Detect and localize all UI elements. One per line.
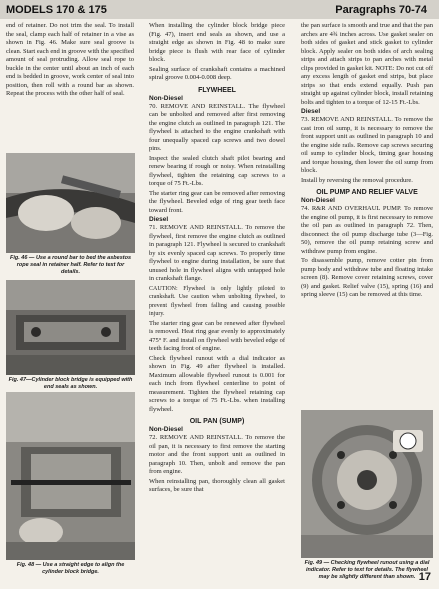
col2-paragraph-8: The starter ring gear can be renewed after flywheel is removed. Heat ring gear evenly to approximately 475° F. and install on flywheel with beveled edge of teeth facing front of engine.	[149, 319, 285, 352]
fig48-photo	[6, 392, 135, 560]
column-2	[149, 22, 285, 496]
column-3	[301, 22, 433, 301]
column-1	[6, 22, 134, 100]
fig46-photo	[6, 153, 135, 253]
fig48-caption: Fig. 48 — Use a straight edge to align the cylinder block bridge.	[16, 562, 125, 575]
oil-sump-diesel-subheading: Diesel	[301, 108, 321, 115]
oil-pump-nondiesel-subheading: Non-Diesel	[301, 197, 335, 204]
col2-paragraph-4: Inspect the sealed clutch shaft pilot bearing and renew bearing if rough or noisy. When reinstalling flywheel, tighten the retaining cap screws to a torque of 75 Ft.-Lbs.	[149, 154, 285, 187]
col2-paragraph-3: 70. REMOVE AND REINSTALL. The flywheel can be unbolted and removed after first removing the engine clutch as outlined in paragraph 121. The flywheel is attached to the engine crankshaft with four unequally spaced cap screws and two dowel pins.	[149, 102, 285, 152]
flywheel-nondiesel-subheading: Non-Diesel	[149, 94, 183, 102]
fig47-photo	[6, 280, 135, 375]
col2-paragraph-7: CAUTION: Flywheel is only lightly piloted to crankshaft. Use caution when unbolting flywheel, to prevent flywheel from falling and causing possible injury.	[149, 285, 285, 317]
col2-paragraph-11: When reinstalling pan, thoroughly clean all gasket surfaces, be sure that	[149, 477, 285, 493]
fig47-caption: Fig. 47—Cylinder block bridge is equipped with end seals as shown.	[8, 377, 133, 390]
flywheel-heading: FLYWHEEL	[198, 86, 236, 94]
oil-pump-heading: OIL PUMP AND RELIEF VALVE	[316, 189, 418, 196]
oil-pan-nondiesel-subheading: Non-Diesel	[149, 426, 183, 433]
col3-paragraph-1: the pan surface is smooth and true and that the pan arches are 4¾ inches across. Use gasket sealer on both sides of gasket and stick gasket to cylinder block. Apply sealer on both sides of arch sealing strips and attach strips to pan arches with metal clips provided in gasket kit. NOTE: Do not cut off any excess length of gasket end strips, but place strips so that ends extend equally. Push pan straight up against cylinder block, install retaining bolts and tighten to a torque of 12-15 Ft.-Lbs.	[301, 22, 433, 106]
col2-paragraph-9: Check flywheel runout with a dial indicator as shown in Fig. 49 after flywheel is installed. Maximum allowable flywheel runout is 0.001 for each inch from flywheel centerline to point of measurement. Tighten the flywheel retaining cap screws to a torque of 75 Ft.-Lbs. when installing flywheel.	[149, 354, 285, 413]
fig46-caption: Fig. 46 — Use a round bar to bed the asbestos rope seal in retainer half. Refer to text for details.	[9, 255, 132, 275]
col3-paragraph-5: To disassemble pump, remove cotter pin from pump body and withdraw tube and floating intake screen (8). Remove cover retaining screws, cover (9) and gasket. Relief valve (15), spring (16) and spring sleeve (15) can be removed at this time.	[301, 257, 433, 298]
flywheel-diesel-subheading: Diesel	[149, 216, 169, 223]
col3-paragraph-2: 73. REMOVE AND REINSTALL. To remove the cast iron oil sump, it is necessary to remove the front support unit as outlined in paragraph 10 and the engine side rails. Remove cap screws securing oil sump to cylinder block, timing gear housing and torque housing, then lower the oil sump from block.	[301, 116, 433, 174]
col3-paragraph-4: 74. R&R AND OVERHAUL PUMP. To remove the engine oil pump, it is first necessary to remove the oil pan as outlined in paragraph 72. Then, disconnect the oil pump discharge tube (3—Fig. 50), remove the oil pump retaining screw and withdraw pump from engine.	[301, 205, 433, 255]
col3-paragraph-3: Install by reversing the removal procedure.	[301, 176, 413, 184]
col2-paragraph-1: When installing the cylinder block bridge piece (Fig. 47), insert end seals as shown, and use a straight edge as shown in Fig. 48 to make sure bridge piece is flush with rear face of cylinder block.	[149, 22, 285, 63]
col2-paragraph-6: 71. REMOVE AND REINSTALL. To remove the flywheel, first remove the engine clutch as outlined in paragraph 121. Flywheel is secured to crankshaft by six evenly spaced cap screws. To properly time flywheel to engine during installation, be sure that unused hole in flywheel aligns with untapped hole in crankshaft flange.	[149, 224, 285, 282]
page-number: 17	[418, 571, 431, 583]
col2-paragraph-2: Sealing surface of crankshaft contains a machined spiral groove 0.004-0.008 deep.	[149, 65, 285, 81]
fig49-caption: Fig. 49 — Checking flywheel runout using a dial indicator. Refer to text for details. The flywheel may be slightly different than shown.	[304, 560, 430, 580]
header-paragraphs: Paragraphs 70-74	[335, 3, 427, 16]
page-header	[0, 0, 439, 19]
fig49-photo	[301, 410, 433, 558]
header-models: MODELS 170 & 175	[6, 3, 107, 16]
col1-paragraph-1: end of retainer. Do not trim the seal. To install the seal, clamp each half of retainer in a vise as shown in Fig. 46. Make sure seal groove is clean. Start each end in groove with the specified amount of seal protruding. Allow seal rope to buckle in the center until about an inch of each end is bedded in groove, work center of seal into position, then roll with a round bar as shown. Repeat the process with the other half of seal.	[6, 22, 134, 97]
oil-pan-heading: OIL PAN (SUMP)	[189, 418, 245, 425]
col2-paragraph-10: 72. REMOVE AND REINSTALL. To remove the oil pan, it is necessary to first remove the starting motor and the front support unit as outlined in paragraph 10. Then, unbolt and remove the pan from engine.	[149, 434, 285, 475]
col2-paragraph-5: The starter ring gear can be removed after removing the flywheel. Beveled edge of ring gear teeth face toward front.	[149, 189, 285, 214]
